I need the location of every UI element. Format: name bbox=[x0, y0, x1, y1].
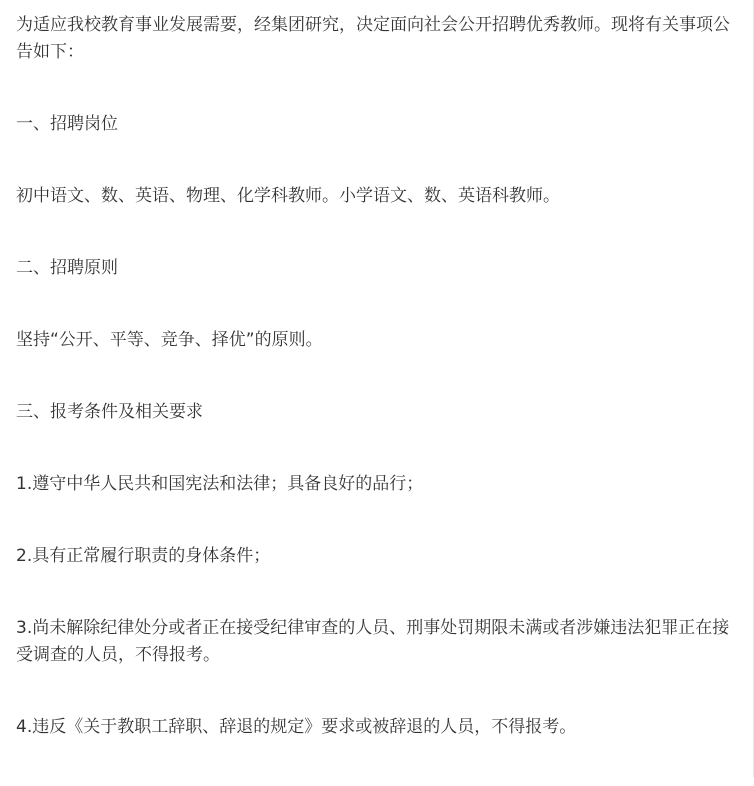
requirement-item-3: 3.尚未解除纪律处分或者正在接受纪律审查的人员、刑事处罚期限未满或者涉嫌违法犯罪正在接受调查的人员，不得报考。 bbox=[16, 618, 730, 665]
requirement-item-4: 4.违反《关于教职工辞职、辞退的规定》要求或被辞退的人员，不得报考。 bbox=[16, 717, 577, 737]
article-body bbox=[16, 12, 742, 786]
requirement-item-2: 2.具有正常履行职责的身体条件； bbox=[16, 546, 271, 566]
section-heading-requirements: 三、报考条件及相关要求 bbox=[16, 402, 203, 422]
principles-paragraph: 坚持“公开、平等、竞争、择优”的原则。 bbox=[16, 330, 323, 350]
requirement-item-1: 1.遵守中华人民共和国宪法和法律；具备良好的品行； bbox=[16, 474, 424, 494]
section-heading-positions: 一、招聘岗位 bbox=[16, 114, 118, 134]
positions-paragraph: 初中语文、数、英语、物理、化学科教师。小学语文、数、英语科教师。 bbox=[16, 186, 560, 206]
section-heading-principles: 二、招聘原则 bbox=[16, 258, 118, 278]
intro-paragraph: 为适应我校教育事业发展需要，经集团研究，决定面向社会公开招聘优秀教师。现将有关事项公告如下： bbox=[16, 15, 730, 62]
